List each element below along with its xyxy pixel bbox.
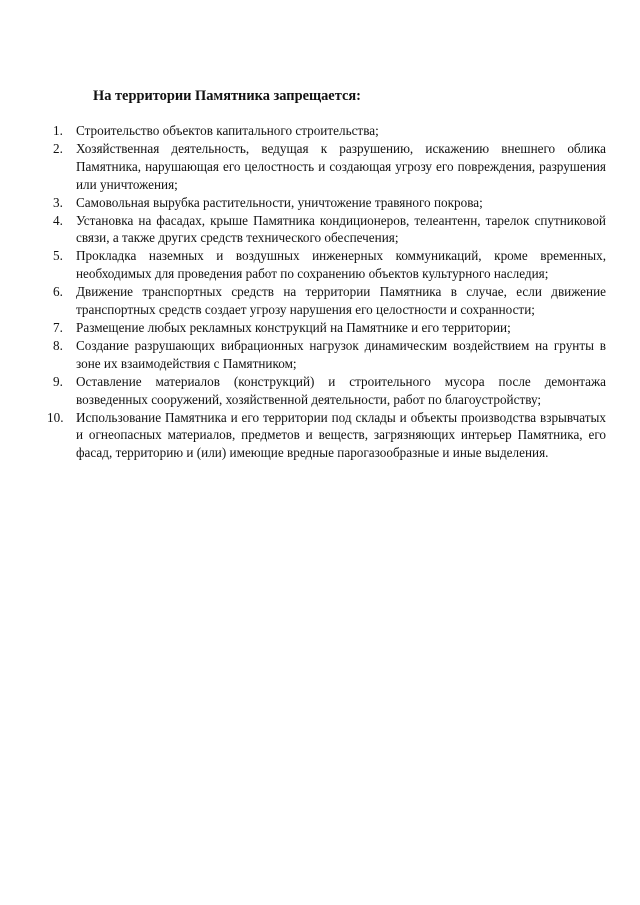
list-item [53, 283, 606, 319]
list-item [53, 319, 606, 337]
list-item-number: 8. [53, 337, 63, 353]
list-item-text: Установка на фасадах, крыше Памятника кондиционеров, телеантенн, тарелок спутниковой связи, а также других средств технического обеспечения; [76, 212, 606, 246]
list-item-number: 2. [53, 140, 63, 156]
list-item-text: Оставление материалов (конструкций) и строительного мусора после демонтажа возведенных сооружений, хозяйственной деятельности, работ по благоустройству; [76, 373, 606, 407]
list-item-text: Использование Памятника и его территории под склады и объекты производства взрывчатых и огнеопасных материалов, предметов и веществ, загрязняющих интерьер Памятника, его фасад, территорию и (или) имеющие вредные парогазообразные и иные выделения. [76, 409, 606, 461]
list-item-number: 5. [53, 248, 63, 264]
list-item-text: Создание разрушающих вибрационных нагрузок динамическим воздействием на грунты в зоне их взаимодействия с Памятником; [76, 337, 606, 371]
list-item-text: Хозяйственная деятельность, ведущая к разрушению, искажению внешнего облика Памятника, нарушающая его целостность и создающая угрозу его повреждения, разрушения или уничтожения; [76, 140, 606, 192]
list-item [53, 212, 606, 248]
list-item-number: 10. [47, 409, 64, 425]
list-item-number: 4. [53, 212, 63, 228]
list-item [53, 122, 606, 140]
list-item [53, 373, 606, 409]
list-item [53, 337, 606, 373]
list-item-number: 6. [53, 284, 63, 300]
list-item [53, 140, 606, 194]
list-item-text: Движение транспортных средств на территории Памятника в случае, если движение транспортных средств создает угрозу нарушения его целостности и сохранности; [76, 284, 606, 318]
list-item [47, 409, 606, 463]
list-item-number: 3. [53, 194, 63, 210]
list-item-number: 9. [53, 373, 63, 389]
list-item-number: 1. [53, 123, 63, 138]
list-item-text: Строительство объектов капитального строительства; [76, 123, 379, 138]
list-item-text: Размещение любых рекламных конструкций на Памятнике и его территории; [76, 319, 511, 335]
list-item [53, 247, 606, 283]
list-item [53, 194, 606, 212]
prohibitions-list [47, 122, 606, 462]
document-heading: На территории Памятника запрещается: [93, 88, 361, 104]
list-item-number: 7. [53, 319, 63, 335]
list-item-text: Самовольная вырубка растительности, уничтожение травяного покрова; [76, 194, 483, 210]
list-item-text: Прокладка наземных и воздушных инженерных коммуникаций, кроме временных, необходимых для проведения работ по сохранению объектов культурного наследия; [76, 248, 606, 282]
